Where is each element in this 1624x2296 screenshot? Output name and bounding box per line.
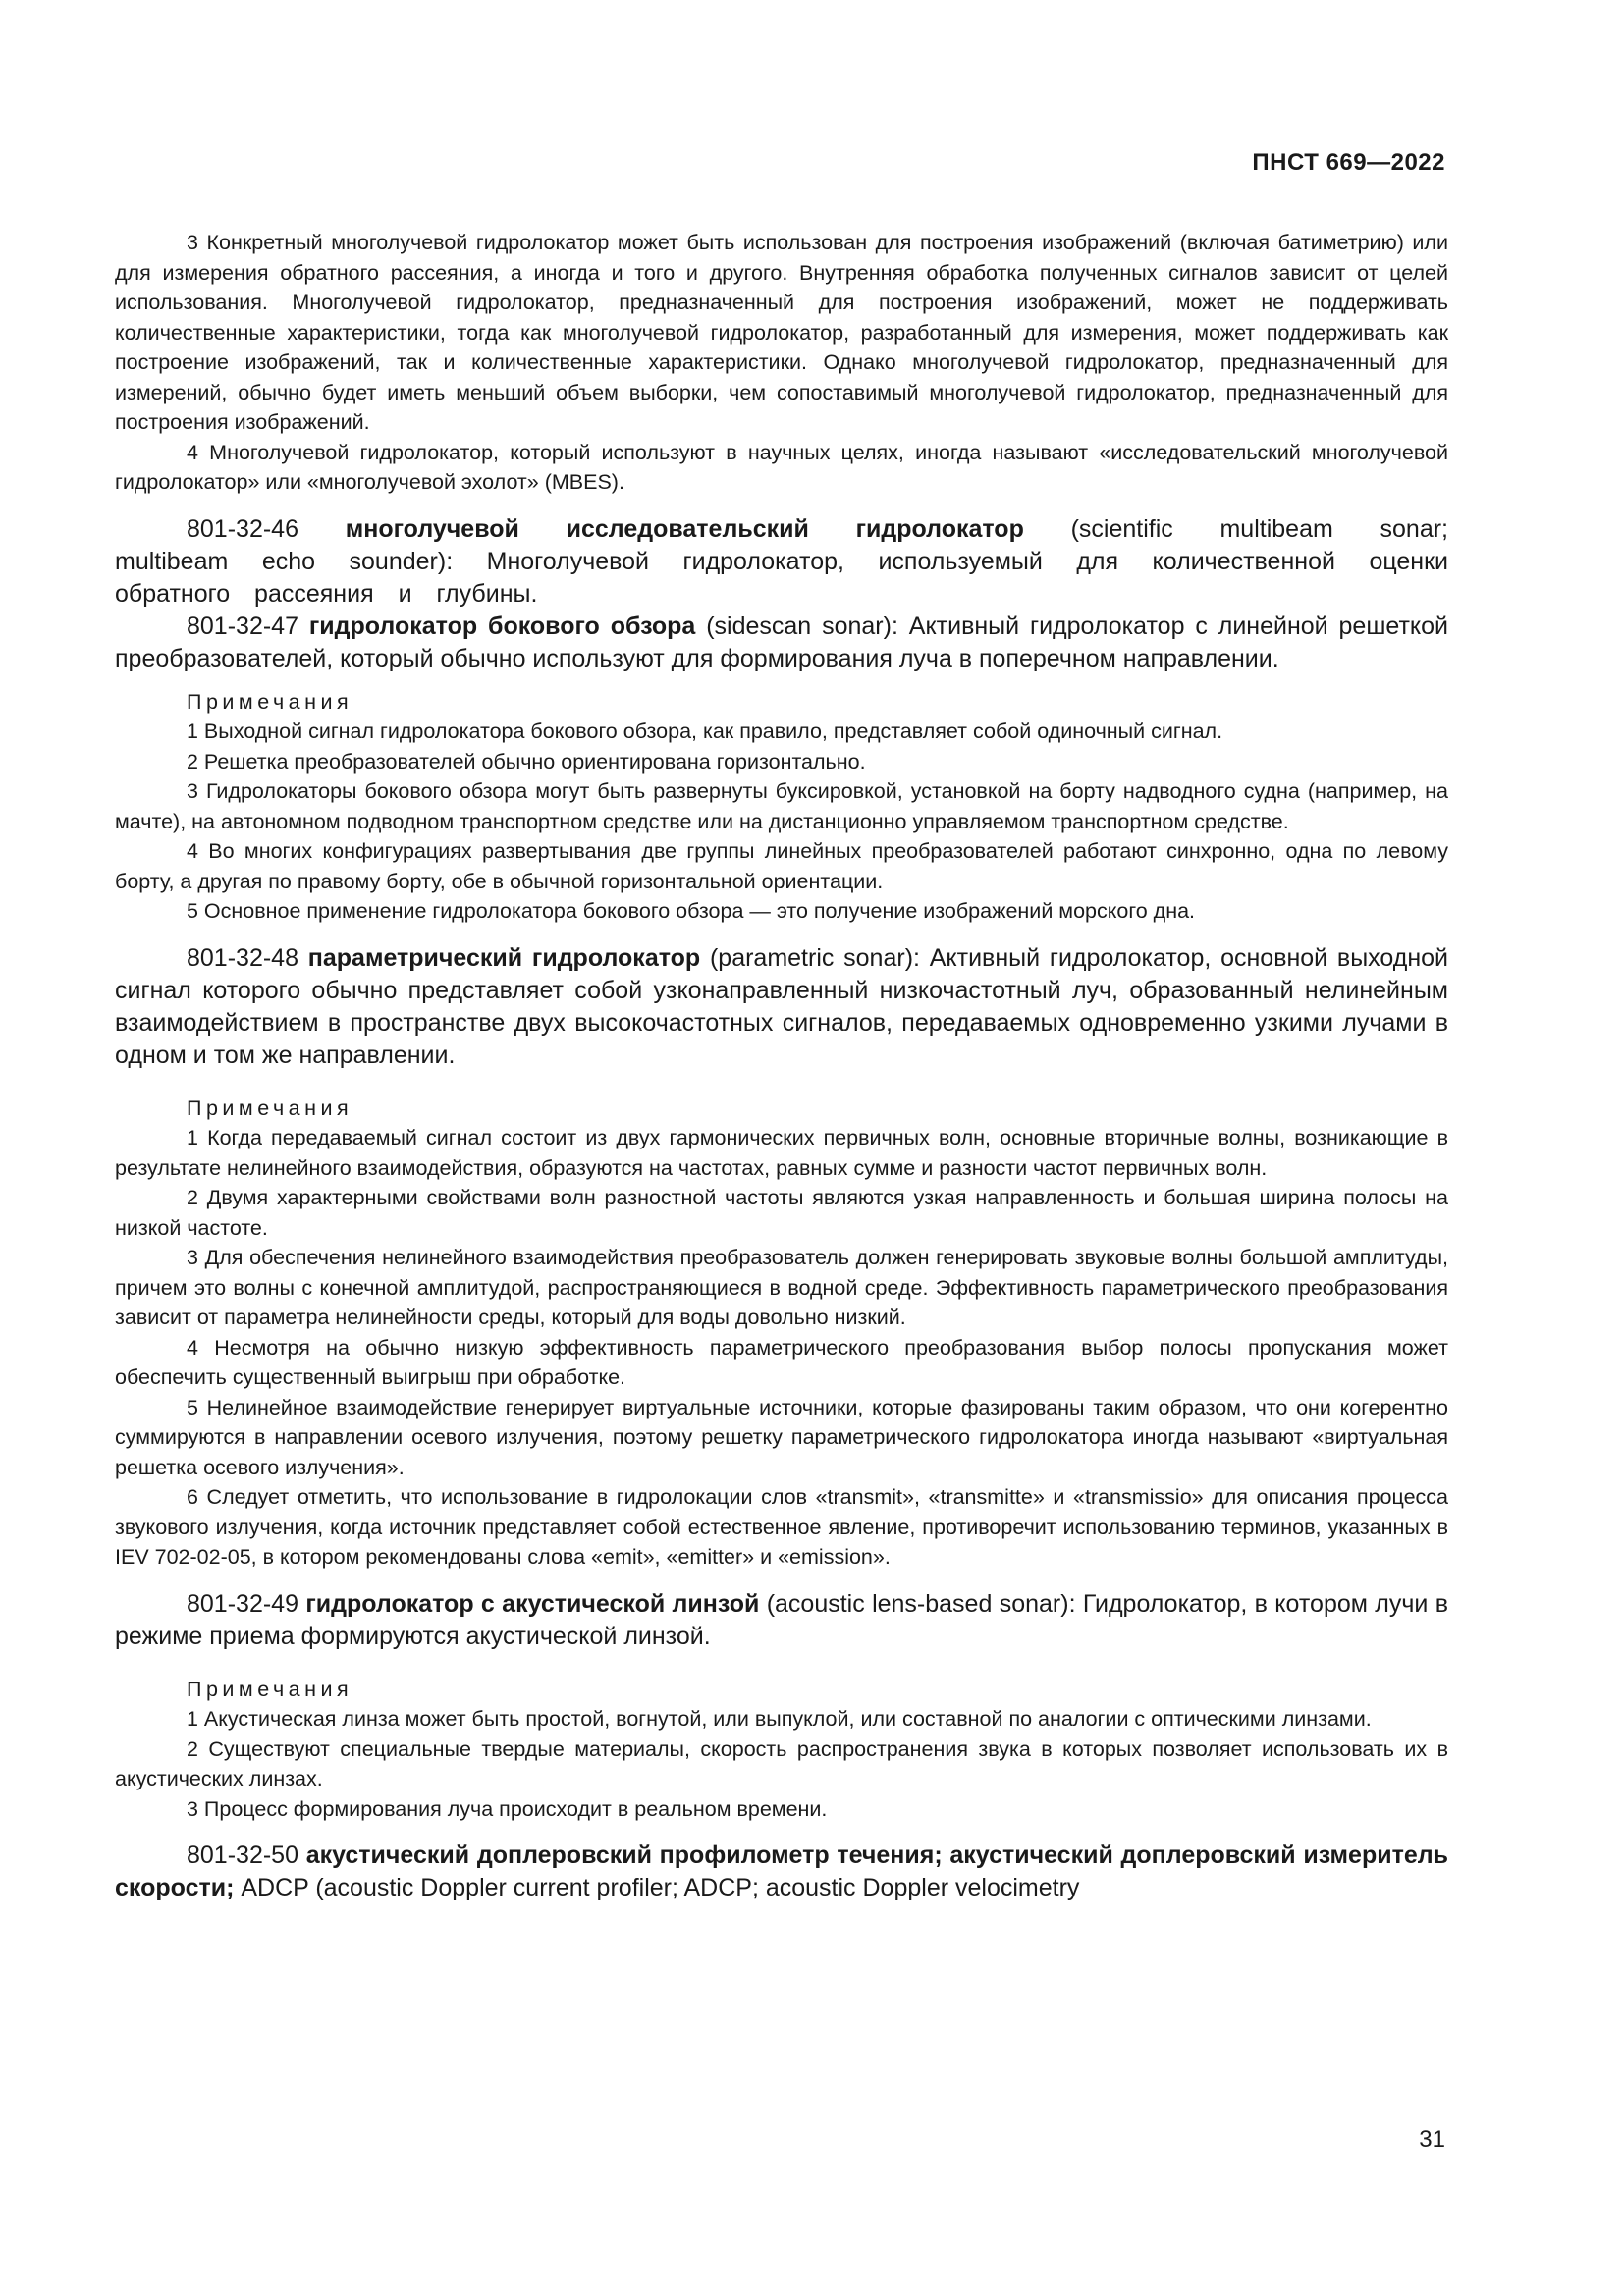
term-entry-801-32-47 — [115, 611, 1448, 675]
term-code: 801-32-50 — [187, 1842, 298, 1869]
term-code: 801-32-48 — [187, 943, 298, 972]
term-code: 801-32-49 — [187, 1589, 298, 1618]
note-paragraph: 2 Решетка преобразователей обычно ориентирована горизонтально. — [187, 749, 866, 774]
page-body — [115, 228, 1448, 1904]
term-name: гидролокатор с акустической линзой — [305, 1589, 760, 1618]
notes-heading: Примечания — [187, 689, 353, 714]
term-definition: (parametric sonar): Активный гидролокатор, основной выходной сигнал которого обычно представляет собой узконаправленный низкочастотный луч, образованный нелинейным взаимодействием в пространстве двух высокочастотных сигналов, передаваемых одновременно узкими лучами в одном и том же направлении. — [115, 943, 1449, 1069]
note-paragraph: 6 Следует отметить, что использование в гидролокации слов «transmit», «transmitte» и «transmissio» для описания процесса звукового излучения, когда источник представляет собой естественное явление, противоречит использованию терминов, указанных в IEV 702-02-05, в котором рекомендованы слова «emit», «emitter» и «emission». — [115, 1485, 1448, 1569]
note-paragraph: 3 Конкретный многолучевой гидролокатор может быть использован для построения изображений (включая батиметрию) или для измерения обратного рассеяния, а иногда и того и другого. Внутренняя обработка полученных сигналов зависит от целей использования. Многолучевой гидролокатор, предназначенный для построения изображений, может не поддерживать количественные характеристики, тогда как многолучевой гидролокатор, разработанный для измерения, может поддерживать как построение изображений, так и количественные характеристики. Однако многолучевой гидролокатор, предназначенный для измерений, обычно будет иметь меньший объем выборки, чем сопоставимый многолучевой гидролокатор, предназначенный для построения изображений. — [115, 231, 1448, 434]
note-paragraph: 4 Несмотря на обычно низкую эффективность параметрического преобразования выбор полосы пропускания может обеспечить существенный выигрыш при обработке. — [115, 1335, 1448, 1389]
note-paragraph: 3 Для обеспечения нелинейного взаимодействия преобразователь должен генерировать звуковые волны большой амплитуды, причем это волны с конечной амплитудой, распространяющиеся в водной среде. Эффективность параметрического преобразования зависит от параметра нелинейности среды, который для воды довольно низкий. — [115, 1246, 1448, 1329]
note-paragraph: 4 Во многих конфигурациях развертывания две группы линейных преобразователей работают синхронно, одна по левому борту, а другая по правому борту, обе в обычной горизонтальной ориентации. — [115, 839, 1448, 893]
term-code: 801-32-47 — [187, 612, 298, 640]
note-paragraph: 3 Гидролокаторы бокового обзора могут быть развернуты буксировкой, установкой на борту надводного судна (например, на мачте), на автономном подводном транспортном средстве или на дистанционно управляемом транспортном средстве. — [115, 779, 1448, 833]
term-definition: (sidescan sonar): Активный гидролокатор с линейной решеткой преобразователей, который обычно используют для формирования луча в поперечном направлении. — [115, 612, 1448, 672]
document-id-header: ПНСТ 669—2022 — [1252, 149, 1445, 176]
note-paragraph: 1 Акустическая линза может быть простой, вогнутой, или выпуклой, или составной по аналогии с оптическими линзами. — [187, 1707, 1372, 1731]
term-definition: (acoustic lens-based sonar): Гидролокатор, в котором лучи в режиме приема формируются акустической линзой. — [115, 1589, 1448, 1650]
term-name: гидролокатор бокового обзора — [308, 612, 696, 640]
term-code: 801-32-46 — [187, 514, 298, 543]
note-paragraph: 1 Выходной сигнал гидролокатора бокового обзора, как правило, представляет собой одиночный сигнал. — [187, 720, 1223, 743]
term-definition: ADCP (acoustic Doppler current profiler; ADCP; acoustic Doppler velocimetry — [241, 1874, 1080, 1901]
term-entry-801-32-46 — [115, 513, 1448, 611]
page-number: 31 — [1419, 2126, 1445, 2153]
term-entry-801-32-48 — [115, 942, 1448, 1072]
note-paragraph: 2 Существуют специальные твердые материалы, скорость распространения звука в которых позволяет использовать их в акустических линзах. — [115, 1736, 1448, 1790]
term-name: многолучевой исследовательский гидролокатор — [345, 514, 1024, 543]
notes-801-32-47 — [115, 687, 1448, 927]
term-entry-801-32-49 — [115, 1588, 1448, 1653]
notes-801-32-48 — [115, 1094, 1448, 1573]
term-entry-801-32-50 — [115, 1840, 1448, 1904]
note-paragraph: 3 Процесс формирования луча происходит в реальном времени. — [187, 1796, 828, 1821]
term-name: акустический доплеровский профилометр течения; акустический доплеровский измеритель скорости; — [115, 1842, 1448, 1901]
term-name: параметрический гидролокатор — [307, 943, 701, 972]
notes-heading: Примечания — [187, 1095, 353, 1120]
note-paragraph: 5 Нелинейное взаимодействие генерирует виртуальные источники, которые фазированы таким образом, что они когерентно суммируются в направлении осевого излучения, поэтому решетку параметрического гидролокатора иногда называют «виртуальная решетка осевого излучения». — [115, 1395, 1448, 1479]
note-paragraph: 5 Основное применение гидролокатора бокового обзора — это получение изображений морского дна. — [187, 899, 1196, 923]
note-paragraph: 1 Когда передаваемый сигнал состоит из двух гармонических первичных волн, основные вторичные волны, возникающие в результате нелинейного взаимодействия, образуются на частотах, равных сумме и разности частот первичных волн. — [115, 1126, 1448, 1180]
note-paragraph: 4 Многолучевой гидролокатор, который используют в научных целях, иногда называют «исследовательский многолучевой гидролокатор» или «многолучевой эхолот» (MBES). — [115, 440, 1448, 494]
notes-801-32-49 — [115, 1675, 1448, 1825]
continued-notes — [115, 228, 1448, 498]
notes-heading: Примечания — [187, 1677, 353, 1701]
note-paragraph: 2 Двумя характерными свойствами волн разностной частоты являются узкая направленность и большая ширина полосы на низкой частоте. — [115, 1186, 1448, 1240]
term-definition: (scientific multibeam sonar; multibeam echo sounder): Многолучевой гидролокатор, используемый для количественной оценки обратного рассеяния и глубины. — [115, 514, 1449, 608]
